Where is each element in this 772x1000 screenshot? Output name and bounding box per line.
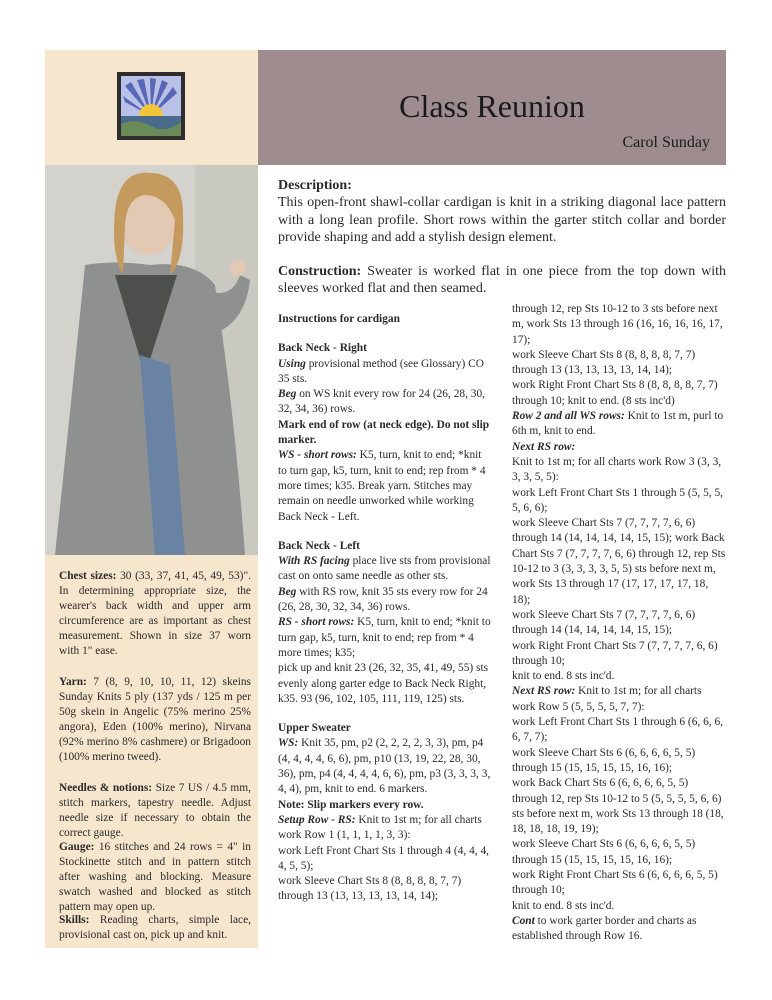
instruction-line: Row 2 and all WS rows: Knit to 1st m, purl to 6th m, knit to end. <box>512 410 724 438</box>
instruction-line: work Sleeve Chart Sts 8 (8, 8, 8, 8, 7, 7) through 13 (13, 13, 13, 13, 14, 14); <box>512 348 696 377</box>
instruction-line: Next RS row: Knit to 1st m; for all charts work Row 5 (5, 5, 5, 5, 7, 7): <box>512 685 702 713</box>
instruction-line: Mark end of row (at neck edge). Do not slip marker. <box>278 418 490 447</box>
description-text: This open-front shawl-collar cardigan is knit in a striking diagonal lace pattern with a long lean profile. Short rows within the garter stitch collar and border provide shaping and add a stylish design element. <box>278 195 726 245</box>
model-photo <box>45 165 258 555</box>
description-heading: Description: <box>278 178 352 193</box>
instruction-line: through 12, rep Sts 10-12 to 3 sts before next m, work Sts 13 through 16 (16, 16, 16, 16, 17, 17); <box>512 303 723 346</box>
instructions-right-column <box>512 302 726 944</box>
sunburst-logo-icon <box>117 72 185 140</box>
instruction-line: Note: Slip markers every row. <box>278 798 424 811</box>
instruction-line: work Left Front Chart Sts 1 through 4 (4, 4, 4, 4, 5, 5); <box>278 844 490 872</box>
instruction-line: work Sleeve Chart Sts 7 (7, 7, 7, 7, 6, 6) through 14 (14, 14, 14, 14, 15, 15); <box>512 608 696 637</box>
instructions-heading: Instructions for cardigan <box>278 313 400 325</box>
instruction-line: work Right Front Chart Sts 8 (8, 8, 8, 8, 7, 7) through 10; knit to end. (8 sts inc'd) <box>512 379 718 407</box>
instruction-line: work Sleeve Chart Sts 6 (6, 6, 6, 6, 5, 5) through 15 (15, 15, 15, 15, 16, 16); <box>512 746 696 774</box>
instruction-line: work Sleeve Chart Sts 6 (6, 6, 6, 6, 5, 5) through 15 (15, 15, 15, 15, 16, 16); <box>512 838 696 866</box>
instruction-line: WS - short rows: K5, turn, knit to end; *knit to turn gap, k5, turn, knit to end; rep from * 4 more times; k35. Break yarn. Stitches may remain on needle unworked while working Back Neck - Left. <box>278 449 486 523</box>
title-band <box>258 50 726 165</box>
yarn-info: Yarn: 7 (8, 9, 10, 10, 11, 12) skeins Sunday Knits 5 ply (137 yds / 125 m per 50g skein in Angelic (75% merino 25% angora), Eden (100% merino), Nirvana (92% merino 8% cashmere) or Brigadoon (100% merino tweed). <box>59 676 251 763</box>
instruction-line: work Sleeve Chart Sts 8 (8, 8, 8, 8, 7, 7) through 13 (13, 13, 13, 13, 14, 14); <box>278 875 462 903</box>
instruction-line: Beg on WS knit every row for 24 (26, 28, 30, 32, 34, 36) rows. <box>278 388 486 416</box>
section-heading: Back Neck - Right <box>278 342 367 355</box>
skills-info: Skills: Reading charts, simple lace, provisional cast on, pick up and knit. <box>59 914 251 941</box>
instruction-line: Using provisional method (see Glossary) CO 35 sts. <box>278 357 484 385</box>
instruction-line: RS - short rows: K5, turn, knit to end; *knit to turn gap, k5, turn, knit to end; rep from * 4 more times; k35; <box>278 616 491 659</box>
instruction-line: Next RS row: <box>512 440 576 453</box>
instruction-line: WS: Knit 35, pm, p2 (2, 2, 2, 2, 3, 3), pm, p4 (4, 4, 4, 4, 6, 6), pm, p10 (13, 19, 22, 28, 30, 36), pm, p4 (4, 4, 4, 4, 6, 6), pm, p3 (3, 3, 3, 3, 4, 4), pm, knit to end. 6 markers. <box>278 737 491 796</box>
instruction-line: Setup Row - RS: Knit to 1st m; for all charts work Row 1 (1, 1, 1, 1, 3, 3): <box>278 813 482 842</box>
instruction-line: work Back Chart Sts 6 (6, 6, 6, 6, 5, 5) through 12, rep Sts 10-12 to 5 (5, 5, 5, 5, 6, 6) sts before next m, work Sts 13 through 18 (18, 18, 18, 18, 19, 19); <box>512 777 724 836</box>
construction-text: Construction: Sweater is worked flat in one piece from the top down with sleeves worked flat and then seamed. <box>278 263 726 296</box>
instruction-line: pick up and knit 23 (26, 32, 35, 41, 49, 55) sts evenly along garter edge to Back Neck Right, k35. 93 (96, 102, 105, 111, 119, 125) sts. <box>278 662 489 705</box>
designer-name: Carol Sunday <box>622 134 710 151</box>
instruction-line: work Sleeve Chart Sts 7 (7, 7, 7, 7, 6, 6) through 14 (14, 14, 14, 14, 15, 15); work Back Chart Sts 7 (7, 7, 7, 7, 6, 6) through 12, rep Sts 10-12 to 3 (3, 3, 3, 3, 5, 5) sts before next m, work Sts 13 through 17 (17, 17, 17, 17, 18, 18); <box>512 517 726 606</box>
instruction-line: work Left Front Chart Sts 1 through 6 (6, 6, 6, 6, 7, 7); <box>512 716 724 744</box>
section-heading: Upper Sweater <box>278 722 351 735</box>
section-heading: Back Neck - Left <box>278 539 360 552</box>
pattern-title: Class Reunion <box>399 88 585 124</box>
gauge-info: Gauge: 16 stitches and 24 rows = 4" in Stockinette stitch and in pattern stitch after washing and blocking. Measure swatch washed and blocked as stitch pattern may open up. <box>59 841 251 913</box>
instruction-line: Cont to work garter border and charts as established through Row 16. <box>512 914 697 943</box>
instruction-line: work Right Front Chart Sts 7 (7, 7, 7, 7, 6, 6) through 10; <box>512 639 718 667</box>
chest-sizes: Chest sizes: 30 (33, 37, 41, 45, 49, 53)". In determining appropriate size, the wearer's back width and upper arm circumference are as important as chest measurement. Shown in size 37 worn with 1" ease. <box>59 570 251 657</box>
instruction-line: work Right Front Chart Sts 6 (6, 6, 6, 6, 5, 5) through 10; <box>512 868 718 897</box>
instruction-line: With RS facing place live sts from provisional cast on onto same needle as other sts. <box>278 555 491 583</box>
instruction-line: knit to end. 8 sts inc'd. <box>512 899 615 912</box>
specs-sidebar <box>45 555 258 948</box>
intro-section <box>278 178 726 298</box>
instructions-left-column <box>278 312 492 905</box>
needles-notions: Needles & notions: Size 7 US / 4.5 mm, stitch markers, tapestry needle. Adjust needle size if necessary to obtain the correct gauge. <box>59 782 251 839</box>
instruction-line: knit to end. 8 sts inc'd. <box>512 670 615 683</box>
instruction-line: Knit to 1st m; for all charts work Row 3 (3, 3, 3, 3, 5, 5): <box>512 455 722 484</box>
instruction-line: Beg with RS row, knit 35 sts every row for 24 (26, 28, 30, 32, 34, 36) rows. <box>278 585 488 614</box>
instruction-line: work Left Front Chart Sts 1 through 5 (5, 5, 5, 5, 6, 6); <box>512 486 724 514</box>
